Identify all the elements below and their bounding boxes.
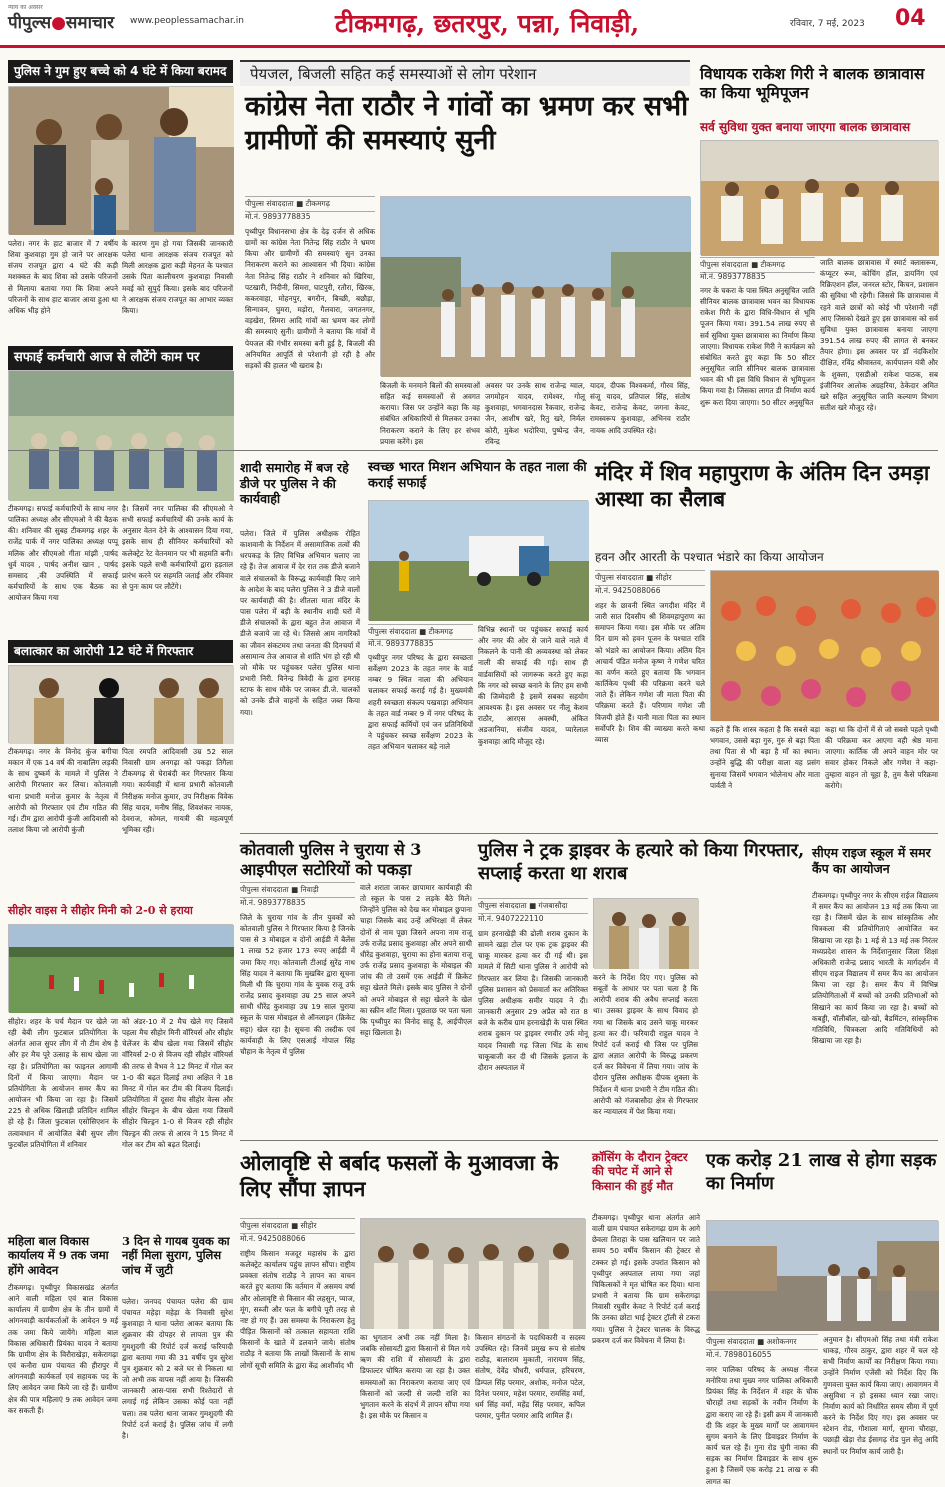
s3-col1: टीकमगढ़। नगर के विनोद कुंज बगीचा मकान में एक 14 वर्ष की नाबालिग लड़की के साथ दुष्कर्म के मामले में पुलिस ने आरोपी गिरफ्तार कर लिया। कोतवाली थाना प्रभारी मनोज कुमार के नेतृत्व में आरोपी को गिरफ्तार एवं टीम गठित की गई। टीम द्वारा आरोपी कुंजी आदिवासी को तलाश किया जो आरोपी कुंजी [8, 747, 118, 835]
s17-mobile: मो.नं. 7898016055 [706, 1350, 772, 1359]
s4-col1: सीहोर। शहर के चर्च मैदान पर खेले जा रही बेबी लीग फुटबाल प्रतियोगिता के अंतर्गत आज सुपर लीग में नौ टीम शेष है और हर मैच पूरे उत्साह के साथ खेला जा रहा है। प्रतियोगिता का फाइनल आगामी दिनों में किया जाएगा। मैदान पर प्रतियोगिता के आयोजन समर कैंप का आयोजन भी किया जा रहा है। जिसमें 225 से अधिक खिलाड़ी प्रतिदिन शामिल हो रहे हैं। जिला फुटबाल एसोसिएशन के तत्वावधान में आयोजित बेबी सुपर लीग फुटबॉल प्रतियोगिता में शनिवार [8, 1017, 118, 1149]
s10-mobile: मो.नं. 9893778835 [368, 639, 434, 648]
s7-kicker: पेयजल, बिजली सहित कई समस्याओं से लोग परेशान [250, 65, 537, 83]
s11-col1: शहर के छावनी स्थित जगदीश मंदिर में जारी सात दिवसीय श्री शिवमहापुराण का समापन किया गया। इस मौके पर अंतिम दिन ग्राम को हवन पूजन के पश्चात रात्रि को भंडारे का आयोजन किया। अंतिम दिन आचार्य पंडित मनोज कृष्ण ने गणेश चरित का वर्णन करते हुए बताया कि भगवान कार्तिकेय पृथ्वी की परिक्रमा करने चले जाते हैं। लेकिन गणेश जी माता पिता की परिक्रमा करते हैं। परिणाम गणेश जी विजयी होते हैं। यानी माता पिता का स्थान सर्वोपरि है। शिव की व्याख्या करते कथा व्यास [595, 601, 705, 744]
s12-col2: वाले शराता जाकर छापामार कार्यवाही की तो स्कूल के पास 2 लड़के बैठे मिले। जिन्होंने पुलिस को देख कर मोबाइल छुपाना चाहा जिसके बाद उन्हें अभिरक्षा में लेकर दोनों से नाम पूछा जिसने अपना नाम राजू उर्फ राजेंद्र प्रसाद कुशवाहा और अपने साथी धीरेंद्र कुशवाहा, चुराया का होना बताया राजू उर्फ राजेंद्र प्रसाद कुशवाहा के मोबाइल की जांच की तो उसमें एक आईडी में क्रिकेट सट्टा खेलते मिले। इसके बाद पुलिस ने दोनों को अपने मोबाइल से सट्टा खेलने के खेल का स्क्रीन शॉट मिला। पूछताछ पर पता चला कि पृथ्वीपुर का विनोद साहू है, आईपीएल सट्टा खिलाता है। [360, 883, 473, 1038]
s13-byline: पीपुल्स संवाददाता ■ गंजबासौदा [478, 898, 588, 914]
photo-meeting-illustration [9, 371, 234, 501]
photo-road-inspection [706, 1220, 938, 1330]
divider [240, 1140, 938, 1141]
headline-tractor-accident: क्रॉसिंग के दौरान ट्रेक्टर की चपेट में आने से किसान की हुई मौत [592, 1150, 688, 1193]
photo-devotees [710, 570, 938, 720]
photo-memorandum [360, 1218, 585, 1328]
s16-text: टीकमगढ़। पृथ्वीपुर थाना अंतर्गत आने वाली ग्राम पंचायत सकेरागढ़ा ग्राम के आगे छेवला तिराहा के पास खलियान पर जाते समय 50 वर्षीय किसान की ट्रेक्टर से टक्कर हो गई। इसके उपरांत किसान को पृथ्वीपुर अस्पताल लाया गया जहां चिकित्सकों ने मृत घोषित कर दिया। थाना प्रभारी ने बताया कि ग्राम सकेरागढ़ा निवासी रघुवीर केवट ने रिपोर्ट दर्ज कराई कि उनका छोटा भाई ट्रेक्टर ट्रॉली से टकरा गया। पुलिस ने ट्रेक्टर चालक के विरुद्ध प्रकरण दर्ज कर विवेचना में लिया है। [592, 1213, 700, 1345]
s7-col2: बिजली के मनमाने बिलों की समस्याओं सहित कई समस्याओं से अवगत कराया। जिस पर उन्होंने कहा कि वह संबंधित अधिकारियों से मिलकर उनका निराकरण कराने के लिए हर संभव प्रयास करेंगे। इस [380, 381, 480, 446]
s15-byline: पीपुल्स संवाददाता ■ सीहोर [240, 1218, 355, 1234]
photo-drain-cleaning [368, 500, 588, 620]
photo-memorandum-illustration [361, 1219, 586, 1329]
headline-congress-leader: कांग्रेस नेता राठौर ने गांवों का भ्रमण कर सभी ग्रामीणों की समस्याएं सुनी [245, 91, 689, 156]
photo-football-illustration [9, 925, 234, 1013]
s11-byline: पीपुल्स संवाददाता ■ सीहोर [595, 570, 705, 586]
tagline: न्याय का अवसर [8, 4, 43, 11]
s7-col3: अवसर पर उनके साथ राजेन्द्र ग्वाल, जगमोहन यादव, रामेश्वर, गोलू कुशवाहा, भगवानदास रैकवार, राजेन्द्र जैन, आशीष खरे, रितु खरे, निर्मल कोरी, मुकेश भदोरिया, पुष्पेन्द्र जैन, रविन्द्र [485, 381, 585, 446]
photo-village-visit [380, 196, 690, 376]
logo-dot-icon: ● [51, 13, 66, 33]
headline-football-match: सीहोर वाइस ने सीहोर मिनी को 2-0 से हराया [8, 904, 193, 917]
region-title: टीकमगढ़, छतरपुर, पन्ना, निवाड़ी, [335, 9, 640, 38]
s10-col1: पृथ्वीपुर नगर परिषद के द्वारा स्वच्छता सर्वेक्षण 2023 के तहत नगर के वार्ड नम्बर 9 स्थित नाला की अभियान चलाकर सफाई कराई गई है। मुख्यमंत्री शहरी स्वच्छता संकल्प पखवाड़ा अभियान के तहत वार्ड नम्बर 9 में नगर परिषद के द्वारा सफाई कर्मियों एवं जन प्रतिनिधियों ने पहुंचकर स्वच्छ सर्वेक्षण 2023 के तहत अभियान चलाकर बड़े नाले [368, 653, 473, 752]
s6-text: पलेरा। जनपद पंचायत पलेरा की ग्राम पंचायत महेड़ा महेड़ा के निवासी सुरेश कुशवाहा ने थाना पलेरा आकर बताया कि शुक्रवार की दोपहर से लापता पुत्र की गुमशुदगी की रिपोर्ट दर्ज कराई फरियादी द्वारा बताया गया की 31 वर्षीय पुत्र सुरेश पुत्र शुक्रवार को 2 बजे घर से निकला था जो अभी तक वापस नहीं आया है। जिसकी जानकारी आस-पास सभी रिश्तेदारों से लगाई गई लेकिन उसका कोई पता नहीं चला। तब पलेरा थाना जाकर गुमशुदगी की रिपोर्ट दर्ज कराई है। पुलिस जांच में लगी है। [122, 1297, 233, 1440]
headline-mla-hostel: विधायक राकेश गिरी ने बालक छात्रावास का किया भूमिपूजन [700, 64, 925, 103]
photo-bhoomipujan-illustration [701, 141, 939, 256]
s13-mobile: मो.नं. 9407222110 [478, 914, 544, 923]
s4-col2: को अंडर-10 में 2 मैच खेले गए जिसमें पहला मैच सीहोर मिनी वॉरियर्स और सीहोर चेलेंजर के बीच खेला गया जिसमें सीहोर वॉरियर्स 2-0 से विजय रही सीहोर वॉरियर्स की तरफ से वैभव ने 12 मिनट में गोल कर 1-0 की बढ़त दिलाई तथा अक्षित ने 18 मिनट में गोल कर टीम की विजय दिलाई। प्रतियोगिता में दूसरा मैच सीहोर वेल्स और सीहोर चिल्ड्रन के बीच खेला गया जिसमें सीहोर चिल्ड्रन 1-0 से विजय रही सीहोर चिल्ड्रन की तरफ से आरव ने 15 मिनट में गोल कर टीम को बढ़त दिलाई। [122, 1017, 233, 1149]
photo-road-inspection-illustration [707, 1221, 939, 1331]
s1-col1: पलेरा। नगर के हाट बाजार में 7 वर्षीय शिवा कुशवाहा गुम हो जाने पर आरक्षक संजय राजपूत द्वारा 4 घंटे की कड़ी मशक्कत के बाद शिवा को उसके परिजनों से मिलाया बताया गया कि शिवा अपने परिजनों के साथ हाट बाजार आया हुआ था अधिक भीड़ होने [8, 239, 118, 315]
newspaper-logo: पीपुल्स●समाचार [8, 13, 115, 33]
photo-village-visit-illustration [381, 197, 691, 377]
headline-anganwadi: महिला बाल विकास कार्यालय में 9 तक जमा होंगे आवेदन [8, 1234, 109, 1277]
page-number: 04 [895, 6, 926, 31]
s11-col3: कहा था कि दोनों में से जो सबसे पहले पृथ्वी की परिक्रमा कर आएगा वही श्रेष्ठ माना जाएगा। कार्तिक जी अपने वाहन मोर पर सवार होकर निकले और गणेश ने कहा-तुम्हारा वाहन तो चूहा है, तुम कैसे परिक्रमा करोगे। [825, 725, 938, 790]
website-url[interactable]: www.peoplessamachar.in [130, 16, 244, 26]
headline-missing-child: पुलिस ने गुम हुए बच्चे को 4 घंटे में किया बरामद [8, 60, 233, 83]
s1-col2: के कारण गुम हो गया जिसकी जानकारी पलेरा थाना आरक्षक संजय राजपूत को मिली आरक्षक द्वारा कड़ी मेहनत के पश्चात उसके पिता कालीचरण कुशवाहा निवासी मवई को सुपुर्द किया। इसके बाद परिजनों ने आरक्षक संजय राजपूत का आभार व्यक्त किया। [122, 239, 233, 315]
s7-byline: पीपुल्स संवाददाता ■ टीकमगढ़ [245, 196, 375, 212]
photo-press-conference-illustration [594, 899, 699, 969]
photo-football [8, 924, 233, 1012]
s2-col2: है। जिसमें नगर पालिका की सीएमओ ने सभी सफाई कर्मचारियों की उनके कार्य के अनुसार वेतन देने के आश्वासन दिया गया, इसके साथ ही सीनियर कर्मचारियों को कलेक्ट्रेट रेट वेतनमान पर भी सहमति बनी। इसके पहले सभी कर्मचारियों द्वारा हड़ताल प्रारंभ करने पर सहमति जताई और रविवार से पुनः काम पर लौटेंगे। [122, 504, 233, 592]
s14-text: टीकमगढ़। पृथ्वीपुर नगर के सीएम राईज विद्यालय में समर कैंप का आयोजन 13 मई तक किया जा रहा है। जिसमें खेल के साथ सांस्कृतिक और चित्रकला की प्रतियोगिताएं आयोजित कर सिखाया जा रहा है। 1 मई से 13 मई तक निरंतर मध्यप्रदेश शासन के निर्देशानुसार जिला शिक्षा अधिकारी राजेन्द्र प्रसाद भारती के मार्गदर्शन में सीएम राइज विद्यालय में समर कैंप का आयोजन किया जा रहा है। समर कैंप में विभिन्न प्रतियोगिताओं में बच्चों को उनकी प्रतिभाओं को सिखाने का कार्य किया जा रहा है। बच्चों को कबड्डी, वॉलीबॉल, खो-खो, बैडमिंटन, सांस्कृतिक गतिविधि, चित्रकला आदि गतिविधियों को सिखाया जा रहा है। [812, 891, 939, 1046]
photo-arrest [8, 665, 233, 743]
s17-col2: अनुमान है। सीएमओ सिंह तथा मंत्री राकेश धाकड़, गौरव ठाकुर, द्वारा शहर में चल रहे सभी निर्माण कार्यों का निरीक्षण किया गया। उन्होंने निर्माण एजेंसी को निर्देश दिए कि गुणवत्ता युक्त कार्य किया जाए। आवागमन में असुविधा न हो इसका ध्यान रखा जाए। निर्माण कार्य को निर्धारित समय सीमा में पूर्ण करने के निर्देश दिए गए। इस अवसर पर स्टेशन रोड, गौशाला मार्ग, सुगना चौराहा, पछाड़ी खेड़ा रोड ईसागढ़ रोड पुल सेतु आदि स्थानों पर निर्माण कार्य जारी है। [823, 1335, 938, 1456]
s10-col2: विभिन्न स्थानों पर पहुंचकर सफाई कार्य और नगर की ओर से जाने वाले नाले में निकलने के पानी की अव्यवस्था को लेकर नाली की सफाई की गई। साथ ही वार्डवासियों को जागरूक करते हुए कहा कि नगर को स्वच्छ बनाने के लिए हम सभी की जिम्मेदारी है इसमें सबका सहयोग आवश्यक है। इस अवसर पर नीलू केशव राठौर, आरएस अवस्थी, अंकित अडजानिया, संजीव यादव, प्यारेलाल कुशवाहा आदि मौजूद रहे। [478, 625, 588, 746]
s8-col1: नगर के चकरा के पास स्थित अनुसूचित जाति सीनियर बालक छात्रावास भवन का विधायक राकेश गिरी के द्वारा विधि-विधान से भूमि पूजन किया गया। 391.54 लाख रुपए से सर्व सुविधा युक्त छात्रावास का निर्माण किया जाएगा। विधायक राकेश गिरी ने कार्यक्रम को संबोधित करते हुए कहा कि 50 सीटर अनुसूचित जाति सीनियर बालक छात्रावास भवन की भी इस विधि विधान से भूमिपूजन किया गया है। जिसका लागत डी निर्माण कार्य शुरू करा दिया जाएगा। 50 सीटर अनुसूचित [700, 286, 815, 407]
s12-mobile: मो.नं. 9893778835 [240, 898, 306, 907]
s8-mobile: मो.नं. 9893778835 [700, 272, 766, 281]
s15-col2: का भुगतान अभी तक नहीं मिला है। जबकि सोसायटी द्वारा किसानों से मिल गये ऋण की राशि में सोसायटी के द्वारा डिफाल्टर घोषित कराया जा रहा है। उक्त समस्याओं का निराकरण कराया जाए एवं किसानों को जल्दी से जल्दी राशि का भुगतान करने के संदर्भ में ज्ञापन सौंपा गया है। इस मौके पर किसान व [360, 1333, 470, 1421]
masthead [0, 0, 945, 48]
photo-arrest-illustration [9, 666, 234, 744]
photo-bhoomipujan [700, 140, 938, 255]
s11-deck: हवन और आरती के पश्चात भंडारे का किया आयोजन [595, 550, 824, 564]
s11-mobile: मो.नं. 9425088066 [595, 586, 661, 595]
photo-press-conference [593, 898, 698, 968]
s15-col1: राष्ट्रीय किसान मजदूर महासंघ के द्वारा कलेक्ट्रेट कार्यालय पहुंच ज्ञापन सौंपा। राष्ट्रीय प्रवक्ता संतोष राठौड़ ने ज्ञापन का वाचन करते हुए बताया कि वर्तमान में असमय वर्षा और ओलावृष्टि से किसान की लहसुन, प्याज, मूंग, सब्जी और फल के बगीचे पूरी तरह से नष्ट हो गए हैं। उस समस्या के निराकरण हेतु पीड़ित किसानों को तत्काल सहायता राशि किसानों के खाते में डलवाने जाये। संतोष राठौड़ ने बताया कि लाखों किसानों के साथ लोगों सूची समिति के द्वारा केंद्र आशीर्वाद भी [240, 1249, 355, 1370]
s2-col1: टीकमगढ़। सफाई कर्मचारियों के साथ नगर पालिका अध्यक्ष और सीएमओ ने की बैठक की। शनिवार की सुबह टीकमगढ़ शहर के राजेंद्र पार्क में नगर पालिका अध्यक्ष पप्पू मलिक और सीएमओ गीता मांझी ,पार्षद धुर्व यादव , पार्षद अनीश खान , पार्षद समसाद ,की उपस्थिति में सफाई कर्मचारियों के साथ एक बैठक का आयोजन किया गया [8, 504, 118, 603]
headline-summer-camp: सीएम राइज स्कूल में समर कैंप का आयोजन [812, 845, 931, 876]
s13-col1: ग्राम हरनाखेड़ी की ढोली शराब दुकान के सामने खड़ा टोल पर एक ट्रक ड्राइवर की चाकू मारकर हत्या कर दी गई थी। इस मामले में सिटी थाना पुलिस ने आरोपी को गिरफ्तार कर लिया है। जिसकी जानकारी पुलिस प्रशासन को प्रेसवार्ता कर अतिरिक्त पुलिस अधीक्षक समीर यादव ने दी। जानकारी अनुसार 29 अप्रैल को रात 8 बजे के करीब ग्राम हरनाखेड़ी के पास स्थित शराब दुकान पर ड्राइवर रणवीर उर्फ मोनू यादव निवासी गढ़ जिला भिंड के साथ चाकूबाजी कर दी थी जिसके इलाज के दौरान अस्पताल में [478, 929, 588, 1072]
s9-text: पलेरा। जिले में पुलिस अधीक्षक रोहित काशवानी के निर्देशन में असामाजिक तत्वों की धरपकड़ के लिए विभिन्न अभियान चलाए जा रहे हैं। तेज आवाज में देर रात तक डीजे बजाने वाले संचालकों के विरूद्ध कार्यवाही किए जाने के आदेश के बाद पलेरा पुलिस ने 3 डीजे वालों पर कार्यवाही की है। शीतला माता मंदिर के पास पलेरा में बड़ी के स्थानीय शादी घरों में डीजे संचालकों के द्वारा बहुत तेज आवाज में डीजे बजाये जा रहे थे। जिससे आम नागरिकों का जीवन संकटमय तथा जनता की दिनचर्या में असामान्य तेज आवाज से शांति भंग हो रही थी जो मौके पर पहुंचकर पलेरा पुलिस थाना प्रभारी निरी. विनेन्द्र त्रिवेदी के द्वारा हमराह स्टाफ के साथ मौके पर जाकर डी.जे. चालकों को उनके डीजे वाहनों के सहित जब्त किया गया। [240, 529, 360, 717]
s8-byline: पीपुल्स संवाददाता ■ टीकमगढ़ [700, 257, 815, 273]
headline-hailstorm-compensation: ओलावृष्टि से बर्बाद फसलों के मुआवजा के लिए सौंपा ज्ञापन [240, 1150, 559, 1202]
s12-byline: पीपुल्स संवाददाता ■ निवाड़ी [240, 882, 355, 898]
headline-missing-youth: 3 दिन से गायब युवक का नहीं मिला सुराग, पुलिस जांच में जुटी [122, 1234, 230, 1277]
s13-col2: करने के निर्देश दिए गए। पुलिस को सबूतों के आधार पर पता चला है कि आरोपी शराब की अवैध सप्लाई करता था। उसका ड्राइवर के साथ विवाद हो गया था जिसके बाद उसने चाकू मारकर हत्या कर दी। फरियादी राहुल यादव ने रिपोर्ट दर्ज कराई थी जिस पर पुलिस द्वारा अज्ञात आरोपी के विरुद्ध प्रकरण दर्ज कर विवेचना में लिया गया। जांच के दौरान पुलिस अधीक्षक दीपक शुक्ला के निर्देशन में थाना प्रभारी ने टीम गठित की। आरोपी को गंजबासौदा क्षेत्र से गिरफ्तार कर न्यायालय में पेश किया गया। [593, 973, 699, 1116]
divider [8, 450, 938, 451]
headline-rape-accused-arrested: बलात्कार का आरोपी 12 घंटे में गिरफ्तार [8, 640, 233, 663]
headline-dj-action: शादी समारोह में बज रहे डीजे पर पुलिस ने की कार्यवाही [240, 460, 349, 507]
s7-col1: पृथ्वीपुर विधानसभा क्षेत्र के देढ़ दर्जन से अधिक ग्रामों का कांग्रेस नेता नितेन्द्र सिंह राठौर ने भ्रमण किया और ग्रामीणों की समस्याएं सुन उनका निराकरण कराने का आश्वासन भी दिया। कांग्रेस नेता नितेन्द्र सिंह राठौर ने शनिवार को खिरिया, पटखारी, निदीनी, सिमरा, घाटपुरी, रतौरा, खिरक, ककरवाहा, मोहनपुर, बगरौन, बिच्छी, बछौड़ा, सिन्गावन, घुमरा, मड़ोरा, गैलवारा, जगतनगर, वड़खेरा, सिमरा आदि गांवों का भ्रमण कर लोगों की समस्याएं सुनी। ग्रामीणों ने बताया कि गांवों में पेयजल की गंभीर समस्या बनी हुई है, बिजली की अनियमित आपूर्ति से परेशानी हो रही है और सड़कों की हालत भी खराब है। [245, 227, 375, 370]
s8-col2: जाति बालक छात्रावास में स्मार्ट क्लासरूम, कंप्यूटर रूम, कोचिंग हॉल, डायनिंग एवं रिक्रिएशन हॉल, जनरल स्टोर, किचन, प्रशासन की सुविधा भी रहेगी। जिससे कि छात्रावास में रहने वाले छात्रों को कोई भी परेशानी नहीं आए जिसको देखते हुए इस छात्रावास को सर्व सुविधा युक्त छात्रावास बनाया जाएगा 391.54 लाख रुपए की लागत से बनकर तैयार होगा। इस अवसर पर डॉ नंदकिशोर दीक्षित, रविंद्र श्रीवास्तव, कार्यपालन यंत्री और के शुक्ला, एसडीओ राकेश पाठक, सब इंजीनियर आलोक अग्रहरिया, ठेकेदार अमित खरे सहित अनुसूचित जाति कल्याण विभाग सतीश खरे मौजूद रहे। [820, 258, 938, 413]
photo-police-child [8, 86, 233, 234]
headline-shiv-mahapuran: मंदिर में शिव महापुराण के अंतिम दिन उमड़ा आस्था का सैलाब [595, 460, 930, 512]
headline-swachh-bharat: स्वच्छ भारत मिशन अभियान के तहत नाला की कराई सफाई [368, 460, 587, 492]
s8-deck: सर्व सुविधा युक्त बनाया जाएगा बालक छात्रावास [700, 120, 911, 134]
divider [240, 833, 938, 834]
s11-col2: कहते हैं कि शास्त्र कहता है कि सबसे बड़ा भगवान, उससे बड़ा गुरु, गुरु से बड़ा पिता तथा पिता से भी बड़ा है माँ का स्थान। उन्होंने बुद्धि की परीक्षा वाला यह प्रसंग सुनाया जिसमें भगवान भोलेनाथ और माता पार्वती ने [710, 725, 820, 790]
s17-byline: पीपुल्स संवाददाता ■ अशोकनगर [706, 1334, 818, 1350]
issue-date: रविवार, 7 मई, 2023 [790, 19, 865, 29]
s15-col3: किसान संगठनों के पदाधिकारी व सदस्य उपस्थित रहे। जिनमें प्रमुख रूप से संतोष राठौड़, बालाराम मुकाती, नारायण सिंह, संतोष, देवेंद्र चौधरी, धर्मपाल, हरिचरण, डिम्पल सिंह परमार, अशोक, मनोज पटेल, दिनेश परमार, महेश परमार, रामसिंह वर्मा, धर्म सिंह वर्मा, महेंद्र सिंह परमार, कपिल परमार, पुनीत परमार आदि शामिल हैं। [475, 1333, 585, 1421]
photo-drain-cleaning-illustration [369, 501, 589, 621]
s17-col1: नगर पालिका परिषद के अध्यक्ष नीरज मनोरिया तथा मुख्य नगर पालिका अधिकारी प्रियंका सिंह के निर्देशन में शहर के चौक चौराहों तथा सड़कों के नवीन निर्माण के द्वारा कराए जा रहे हैं। इसी क्रम में जानकारी दी कि शहर के मुख्य मार्गों पर आवागमन सुगम बनाने के लिए डिवाइडर निर्माण के कार्य चल रहे हैं। गुना रोड चुंगी नाका की सड़क का निर्माण डिवाइडर के साथ शुरू हुआ है जिसमें एक करोड़ 21 लाख रु की लागत का [706, 1365, 818, 1486]
s5-text: टीकमगढ़। पृथ्वीपुर विकासखंड अंतर्गत आने वाली महिला एवं बाल विकास कार्यालय में ग्रामीण क्षेत्र के तीन ग्रामों में आंगनवाड़ी कार्यकर्ताओं के आवेदन 9 मई तक जमा किये जायेंगे। महिला बाल विकास अधिकारी प्रियंका यादव ने बताया कि ग्रामीण क्षेत्र के विरौराखेड़ा, सकेरागढ़ा एवं कनौरा ग्राम पंचायत की हीरापुर में आंगनवाड़ी कार्यकर्ता एवं सहायक पद के लिए आवेदन जमा किये जा रहे हैं। ग्रामीण क्षेत्र की पात्र महिलाएं 9 तक आवेदन जमा कर सकती हैं। [8, 1283, 118, 1415]
headline-truck-driver-murder: पुलिस ने ट्रक ड्राइवर के हत्यारे को किया गिरफ्तार, सप्लाई करता था शराब [478, 840, 805, 884]
s15-mobile: मो.नं. 9425088066 [240, 1234, 306, 1243]
photo-police-child-illustration [9, 87, 234, 235]
s7-col4: यादव, दीपक विश्वकर्मा, गौरव सिंह, संजू यादव, प्रतिपाल सिंह, संतोष केवट, राजेन्द्र केवट, जगना केवट, रामस्वरूप कुशवाहा, अभिनव राठौर नायक आदि उपस्थित रहे। [590, 381, 690, 435]
headline-sanitation-workers: सफाई कर्मचारी आज से लौटेंगे काम पर [8, 346, 233, 370]
photo-devotees-illustration [711, 571, 939, 721]
s12-col1: जिले के चुराया गांव के तीन युवकों को कोतवाली पुलिस ने गिरफ्तार किया है जिनके पास से 3 मोबाइल व दोनों आईडी में बैलेंस 1 लाख 52 हजार 173 रुपए आईडी में जमा किए गए। कोतवाली टीआई सुरेंद्र नाथ सिंह यादव ने बताया कि मुखबिर द्वारा सूचना मिली थी कि चुराया गांव के युवक राजू उर्फ राजेंद्र प्रसाद कुशवाहा उम्र 25 साल अपने साथी धीरेंद्र कुशवाहा उम्र 19 साल चुराया स्कूल के पास मोबाइल से ऑनलाइन (क्रिकेट सट्टा) खेल रहा है। सूचना की तस्दीक एवं कार्यवाही के लिए एसआई गोपाल सिंह चौहान के नेतृत्व में पुलिस [240, 913, 355, 1056]
s10-byline: पीपुल्स संवाददाता ■ टीकमगढ़ [368, 624, 473, 640]
s7-mobile: मो.नं. 9893778835 [245, 212, 311, 221]
photo-meeting [8, 370, 233, 500]
headline-road-construction: एक करोड़ 21 लाख से होगा सड़क का निर्माण [706, 1150, 937, 1194]
s3-col2: पिता रमपति आदिवासी उम्र 52 साल निवासी ग्राम अनगढ़ा को पकड़ा तिगैला टीकमगढ़ से घेराबंदी कर गिरफ्तार किया गया। कार्यवाही में थाना प्रभारी कोतवाली निरीक्षक मनोज कुमार, उप निरीक्षक विवेक सिंह यादव, मनीष सिंह, शिवशंकर नायक, देवराज, कोमल, गायत्री की महत्वपूर्ण भूमिका रही। [122, 747, 233, 835]
headline-ipl-betting: कोतवाली पुलिस ने चुराया से 3 आइपीएल सटोरियों को पकड़ा [240, 840, 422, 879]
